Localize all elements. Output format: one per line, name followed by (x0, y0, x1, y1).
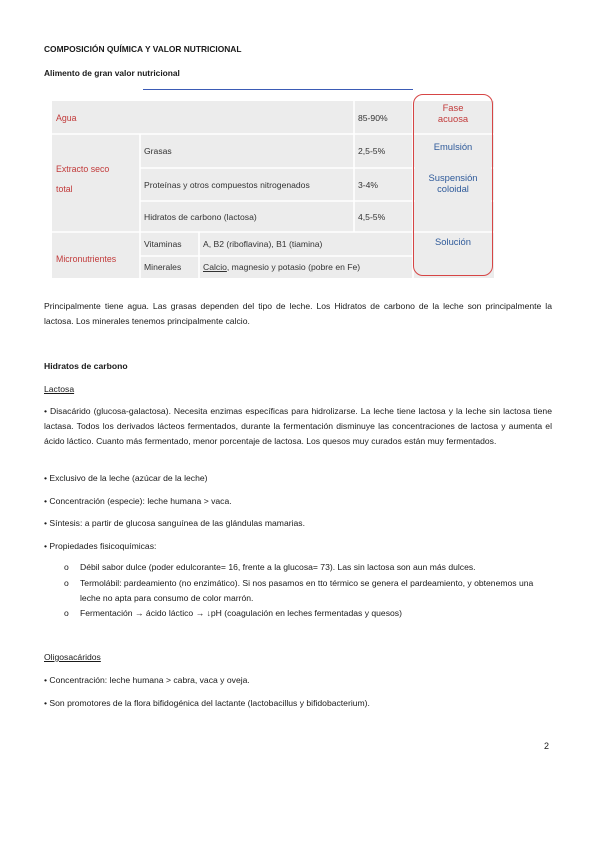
document-heading: COMPOSICIÓN QUÍMICA Y VALOR NUTRICIONAL (44, 44, 242, 54)
oligo-bullet-promotores: • Son promotores de la flora bifidogénica del lactante (lactobacillus y bifidobacterium). (44, 698, 370, 708)
suspension-line1: Suspensión (428, 172, 478, 183)
sub-marker: o (64, 578, 69, 588)
suspension-line2: coloidal (437, 183, 469, 194)
agua-label: Agua (56, 112, 77, 123)
sub-marker: o (64, 562, 69, 572)
sub-item-sabor (64, 560, 554, 575)
extracto-label-line1: Extracto seco (56, 164, 110, 174)
vitaminas-desc: A, B2 (riboflavina), B1 (tiamina) (203, 239, 323, 249)
sub-item-fermentacion-text: Fermentación → ácido láctico → ↓pH (coagulación en leches fermentadas y quesos) (80, 608, 402, 618)
lactosa-paragraph: • Disacárido (glucosa-galactosa). Necesita enzimas específicas para hidrolizarse. La leche tiene lactosa y la leche sin lactosa tiene lactasa. Todos los derivados lácteos fermentados, durante la fermentación disminuye las concentraciones de lactosa y aumenta el ácido láctico. Cuanto más fermentado, menor porcentaje de lactosa. Los quesos muy curados están muy fermentados. (44, 406, 552, 446)
hidratos-name: Hidratos de carbono (lactosa) (144, 211, 257, 222)
proteinas-name: Proteínas y otros compuestos nitrogenados (144, 179, 310, 190)
sub-item-termolabil-text: Termolábil: pardeamiento (no enzimático). Si nos pasamos en tto térmico se genera el pardeamiento, y obtenemos una leche no apta para consumo de color marrón. (80, 578, 534, 603)
extracto-label-line2: total (56, 184, 73, 194)
minerales-desc-rest: , magnesio y potasio (pobre en Fe) (226, 262, 361, 272)
lactosa-bullet-exclusivo: • Exclusivo de la leche (azúcar de la leche) (44, 473, 208, 483)
vitaminas-name: Vitaminas (144, 239, 182, 249)
extracto-label (56, 161, 140, 197)
oligo-bullet-concentracion: • Concentración: leche humana > cabra, vaca y oveja. (44, 675, 250, 685)
grasas-name: Grasas (144, 146, 172, 156)
calcio-underlined: Calcio (203, 262, 227, 272)
minerales-name: Minerales (144, 262, 182, 272)
sub-item-termolabil (64, 576, 554, 606)
fase-header-line1: Fase (442, 102, 464, 113)
lactosa-title: Lactosa (44, 384, 75, 394)
sub-item-fermentacion (64, 606, 554, 621)
agua-value: 85-90% (358, 112, 388, 123)
section-title: Hidratos de carbono (44, 361, 128, 371)
emulsion-cell: Emulsión (415, 135, 491, 157)
fase-acuosa-column (415, 96, 491, 276)
hidratos-value: 4,5-5% (358, 211, 386, 222)
fase-header-line2: acuosa (437, 113, 469, 124)
lactosa-bullet-concentracion: • Concentración (especie): leche humana > vaca. (44, 496, 232, 506)
grasas-value: 2,5-5% (358, 146, 386, 156)
minerales-desc (203, 256, 418, 278)
subheading: Alimento de gran valor nutricional (44, 68, 180, 78)
lactosa-bullet-propiedades: • Propiedades fisicoquímicas: (44, 541, 157, 551)
oligosacaridos-title: Oligosacáridos (44, 652, 101, 662)
blue-rule (143, 89, 413, 90)
suspension-cell (415, 162, 491, 204)
micronutrientes-label: Micronutrientes (56, 254, 117, 264)
sub-item-sabor-text: Débil sabor dulce (poder edulcorante= 16, frente a la glucosa= 73). Las sin lactosa son aun más dulces. (80, 562, 476, 572)
fase-acuosa-header (415, 96, 491, 130)
sub-marker: o (64, 608, 69, 618)
proteinas-value: 3-4% (358, 179, 379, 190)
page-number: 2 (544, 741, 550, 751)
lactosa-bullet-sintesis: • Síntesis: a partir de glucosa sanguínea de las glándulas mamarias. (44, 518, 305, 528)
solucion-cell: Solución (435, 235, 471, 247)
intro-paragraph: Principalmente tiene agua. Las grasas dependen del tipo de leche. Los Hidratos de carbono de la leche son principalmente la lactosa. Los minerales tenemos principalmente calcio. (44, 301, 552, 326)
